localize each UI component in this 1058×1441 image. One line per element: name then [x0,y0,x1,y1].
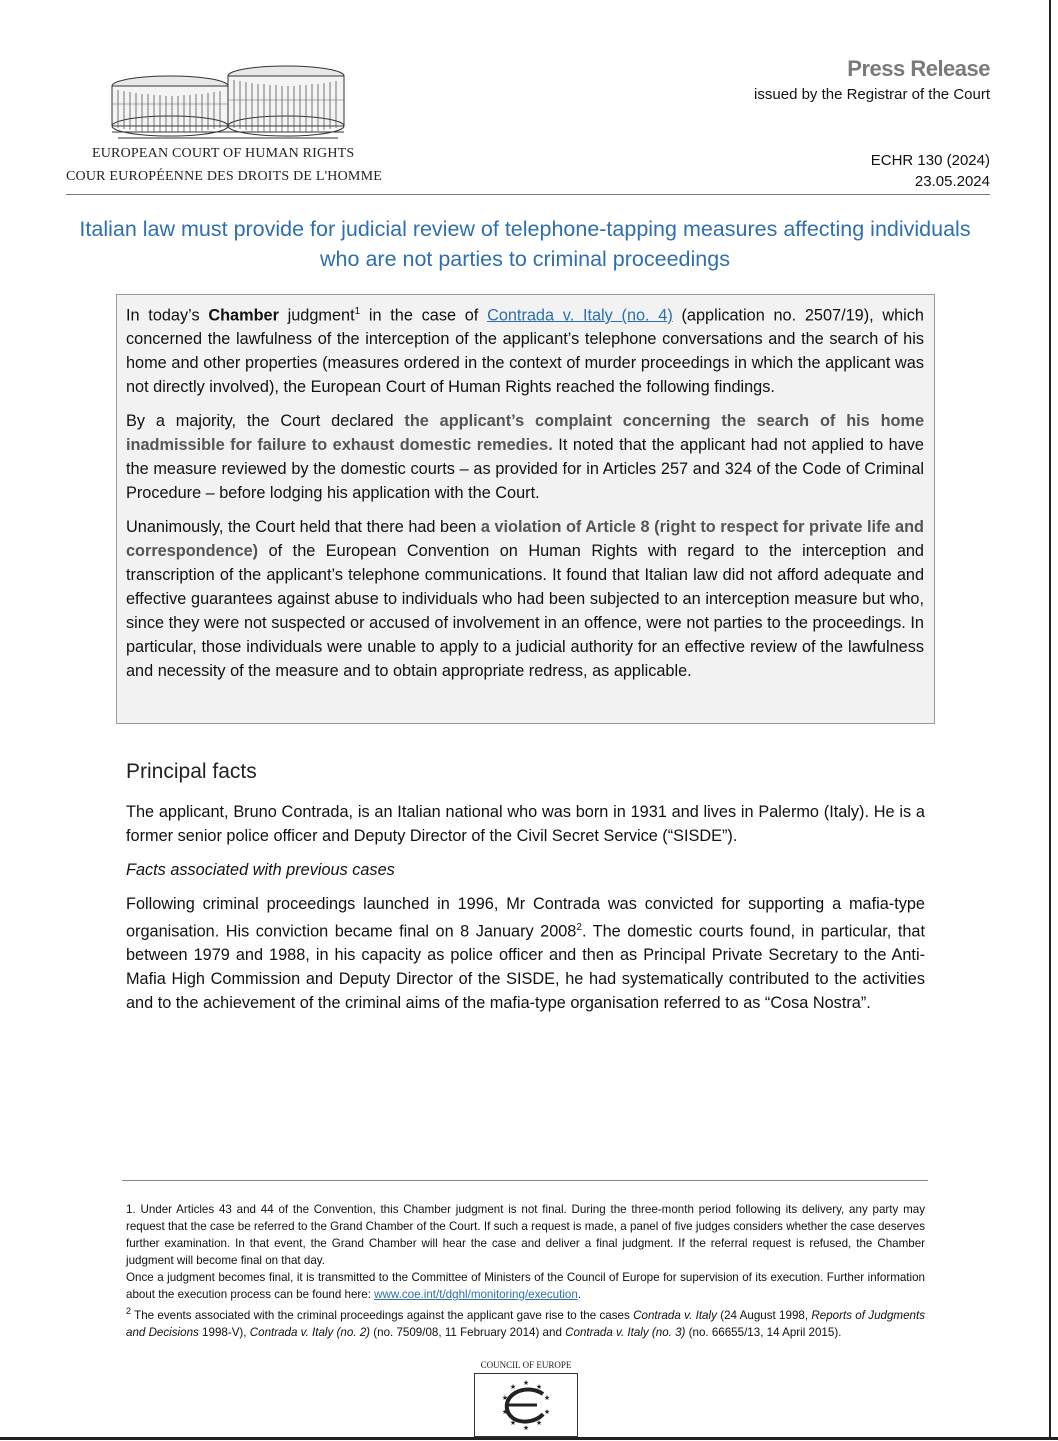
facts-paragraph-1: The applicant, Bruno Contrada, is an Italian national who was born in 1931 and lives in Palermo (Italy). He is a former senior police officer and Deputy Director of the Civil Secret Service (“SISDE”). [126,803,925,845]
text-run: of the European Convention on Human Rights with regard to the interception and transcription of the applicant’s telephone communications. It found that Italian law did not afford adequate and effective guarantees against abuse to individuals who had been subjected to an interception measure but who, since they were not suspected or accused of involvement in an offence, were not parties to the proceedings. In particular, those individuals were unable to apply to a judicial authority for an effective review of the lawfulness and necessity of the measure and to obtain appropriate redress, as applicable. [126,542,924,681]
case-name: Contrada v. Italy (no. 3) [565,1325,686,1339]
text-run: (no. 66655/13, 14 April 2015). [685,1325,842,1339]
text-run: 1998-V), [198,1325,250,1339]
text-run: . The domestic courts found, in particular, that between 1979 and 1988, in his capacity as police officer and then as Principal Private Secretary to the Anti-Mafia High Commission and Deputy Director of the SISDE, he had systematically contributed to the activities and to the achievement of the criminal aims of the mafia-type organisation referred to as “Cosa Nostra”. [126,922,925,1013]
svg-text:★: ★ [509,1419,517,1427]
press-release-title: Press Release [847,56,990,81]
council-of-europe-emblem [475,1374,577,1436]
summary-box [116,294,935,724]
text-run: (no. 7509/08, 11 February 2014) and [370,1325,566,1339]
footnote-2 [126,1303,925,1341]
summary-paragraph-1 [126,300,924,399]
chamber-bold: Chamber [208,306,279,325]
text-run: in the case of [360,306,488,325]
text-run: (24 August 1998, [716,1308,812,1322]
reports-title: Reports of Judgments and Decisions [126,1308,926,1339]
text-run: judgment [278,306,355,325]
violation-finding: a violation of Article 8 (right to respect for private life and correspondence) [126,518,925,561]
footnote-1-continued [126,1269,925,1303]
court-name-english: EUROPEAN COURT OF HUMAN RIGHTS [92,146,355,161]
text-run: Once a judgment becomes final, it is transmitted to the Committee of Ministers of the Council of Europe for supervision of its execution. Further information about the execution process can be found here: [126,1271,925,1301]
release-reference-block [871,150,990,192]
footnotes [126,1201,925,1341]
svg-text:★: ★ [522,1379,530,1387]
footnote-2-number: 2 [126,1306,132,1316]
footnote-ref-1[interactable]: 1 [354,306,361,317]
text-run: The events associated with the criminal proceedings against the applicant gave rise to the cases [131,1308,634,1322]
svg-text:★: ★ [535,1383,543,1391]
footnote-divider [122,1180,928,1181]
headline: Italian law must provide for judicial review of telephone-tapping measures affecting individuals who are not parties to criminal proceedings [79,217,971,271]
case-name: Contrada v. Italy [633,1308,717,1322]
execution-link[interactable]: www.coe.int/t/dghl/monitoring/execution [374,1288,578,1301]
text-run: (application no. 2507/19), which concerned the lawfulness of the interception of the applicant’s telephone conversations and the search of his home and other properties (measures ordered in the context of murder proceedings in which the applicant was not directly involved), the European Court of Human Rights reached the following findings. [126,306,924,397]
section-heading-principal-facts: Principal facts [126,760,257,783]
header-divider [66,194,990,195]
case-name: Contrada v. Italy (no. 2) [249,1325,371,1339]
text-run: By a majority, the Court declared [126,412,405,431]
svg-text:★: ★ [501,1394,509,1402]
summary-paragraph-3 [126,515,924,683]
svg-text:★: ★ [509,1383,517,1391]
svg-text:★: ★ [501,1408,509,1416]
text-run: Unanimously, the Court held that there had been [126,518,481,537]
text-run: Following criminal proceedings launched in 1996, Mr Contrada was convicted for supporting a mafia-type organisation. His conviction became final on 8 January 2008 [126,895,925,941]
release-number: ECHR 130 (2024) [870,152,990,169]
principal-facts-body [126,800,925,1025]
summary-paragraph-2 [126,409,924,505]
issued-by-line: issued by the Registrar of the Court [754,86,990,103]
court-building-logo [108,62,348,146]
council-of-europe-logo [474,1373,578,1437]
facts-subheading: Facts associated with previous cases [126,861,395,879]
facts-paragraph-2 [126,892,925,1015]
inadmissible-finding: the applicant’s complaint concerning the search of his home inadmissible for failure to exhaust domestic remedies. [126,412,924,455]
council-of-europe-label: COUNCIL OF EUROPE [480,1360,572,1370]
court-name-french: COUR EUROPÉENNE DES DROITS DE L'HOMME [66,169,382,184]
text-run: In today’s [126,306,209,325]
release-date: 23.05.2024 [914,173,990,190]
case-link[interactable]: Contrada v. Italy (no. 4) [487,306,673,325]
text-run: It noted that the applicant had not applied to have the measure reviewed by the domestic courts – as provided for in Articles 257 and 324 of the Code of Criminal Procedure – before lodging his application with the Court. [126,436,924,503]
svg-text:★: ★ [543,1408,551,1416]
footnote-1: 1. Under Articles 43 and 44 of the Convention, this Chamber judgment is not final. During the three-month period following its delivery, any party may request that the case be referred to the Grand Chamber of the Court. If such a request is made, a panel of five judges considers whether the case deserves further examination. In that event, the Grand Chamber will hear the case and deliver a final judgment. If the referral request is refused, the Chamber judgment will become final on that day. [126,1203,925,1267]
svg-text:★: ★ [535,1419,543,1427]
footnote-ref-2[interactable]: 2 [576,922,582,933]
svg-text:★: ★ [543,1394,551,1402]
text-run: . [577,1288,582,1301]
svg-text:★: ★ [522,1424,530,1432]
